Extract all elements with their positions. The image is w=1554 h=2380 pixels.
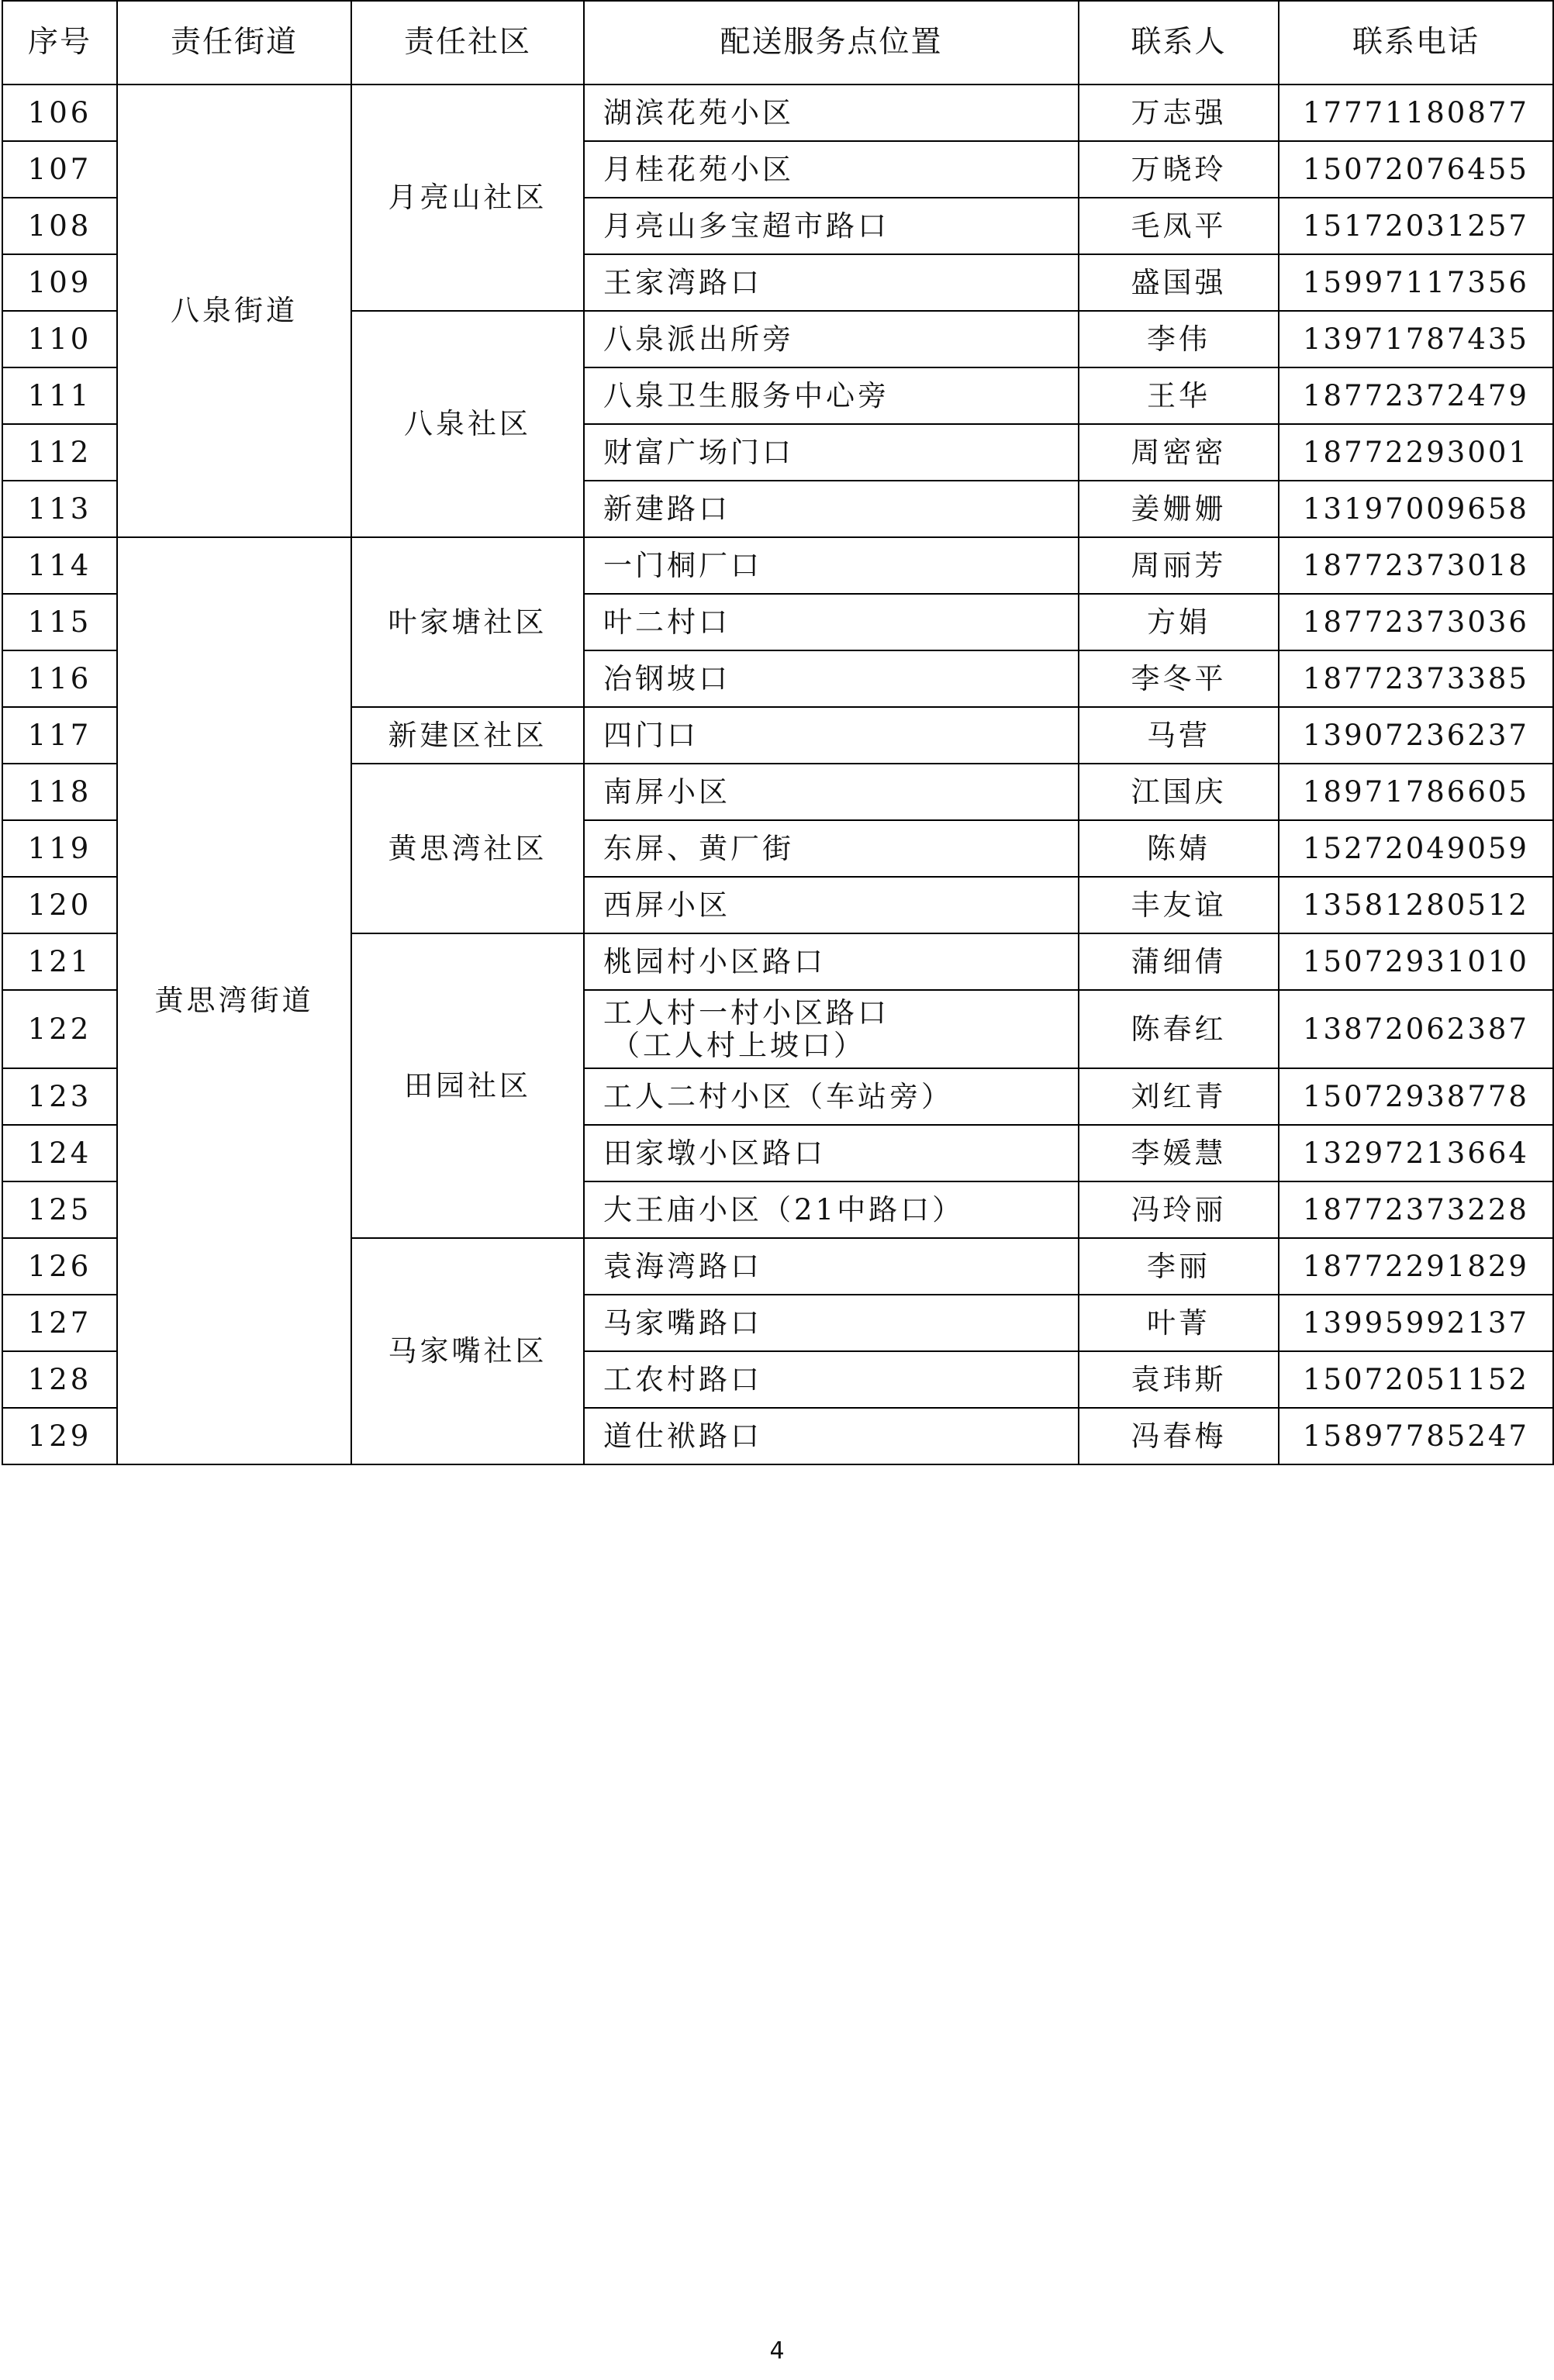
table-row: [2, 537, 1553, 594]
contact-cell: 袁玮斯: [1079, 1351, 1279, 1408]
header-phone: 联系电话: [1279, 1, 1553, 85]
serial-number: 117: [2, 707, 117, 764]
location-cell: 一门桐厂口: [584, 537, 1079, 594]
serial-number: 123: [2, 1068, 117, 1125]
header-street: 责任街道: [117, 1, 351, 85]
community-cell: 田园社区: [351, 933, 584, 1238]
phone-cell: 15272049059: [1279, 820, 1553, 877]
serial-number: 122: [2, 990, 117, 1068]
serial-number: 118: [2, 764, 117, 820]
location-cell: 工农村路口: [584, 1351, 1079, 1408]
contact-cell: 马营: [1079, 707, 1279, 764]
location-cell: 四门口: [584, 707, 1079, 764]
community-cell: 马家嘴社区: [351, 1238, 584, 1464]
contact-cell: 李冬平: [1079, 650, 1279, 707]
community-cell: 黄思湾社区: [351, 764, 584, 933]
phone-cell: 18772293001: [1279, 424, 1553, 481]
serial-number: 116: [2, 650, 117, 707]
serial-number: 126: [2, 1238, 117, 1295]
serial-number: 108: [2, 198, 117, 254]
location-line-2: （工人村上坡口）: [611, 1028, 865, 1062]
serial-number: 119: [2, 820, 117, 877]
location-cell: 东屏、黄厂街: [584, 820, 1079, 877]
phone-cell: 13197009658: [1279, 481, 1553, 537]
location-cell: 桃园村小区路口: [584, 933, 1079, 990]
serial-number: 120: [2, 877, 117, 933]
contact-cell: 陈春红: [1079, 990, 1279, 1068]
serial-number: 115: [2, 594, 117, 650]
contact-cell: 万志强: [1079, 85, 1279, 141]
serial-number: 124: [2, 1125, 117, 1181]
phone-cell: 15072076455: [1279, 141, 1553, 198]
delivery-point-table: [2, 0, 1554, 1465]
location-cell: 南屏小区: [584, 764, 1079, 820]
community-cell: 月亮山社区: [351, 85, 584, 311]
header-serial-number: 序号: [2, 1, 117, 85]
contact-cell: 方娟: [1079, 594, 1279, 650]
community-cell: 叶家塘社区: [351, 537, 584, 707]
location-cell: 冶钢坡口: [584, 650, 1079, 707]
location-cell: 八泉卫生服务中心旁: [584, 367, 1079, 424]
serial-number: 129: [2, 1408, 117, 1464]
location-cell: 湖滨花苑小区: [584, 85, 1079, 141]
street-cell: 黄思湾街道: [117, 537, 351, 1464]
table-header-row: [2, 1, 1553, 85]
serial-number: 121: [2, 933, 117, 990]
location-cell: [584, 990, 1079, 1068]
contact-cell: 李伟: [1079, 311, 1279, 367]
serial-number: 106: [2, 85, 117, 141]
street-cell: 八泉街道: [117, 85, 351, 537]
phone-cell: 18772373018: [1279, 537, 1553, 594]
phone-cell: 18772373228: [1279, 1181, 1553, 1238]
location-cell: 马家嘴路口: [584, 1295, 1079, 1351]
community-cell: 新建区社区: [351, 707, 584, 764]
contact-cell: 李丽: [1079, 1238, 1279, 1295]
location-line-1: 工人村一村小区路口: [603, 995, 889, 1030]
phone-cell: 13907236237: [1279, 707, 1553, 764]
contact-cell: 蒲细倩: [1079, 933, 1279, 990]
serial-number: 113: [2, 481, 117, 537]
phone-cell: 18772373385: [1279, 650, 1553, 707]
page-number: 4: [769, 2337, 785, 2364]
phone-cell: 15072931010: [1279, 933, 1553, 990]
contact-cell: 冯玲丽: [1079, 1181, 1279, 1238]
location-cell: 田家墩小区路口: [584, 1125, 1079, 1181]
table-row: [2, 85, 1553, 141]
phone-cell: 15997117356: [1279, 254, 1553, 311]
serial-number: 107: [2, 141, 117, 198]
header-location: 配送服务点位置: [584, 1, 1079, 85]
phone-cell: 17771180877: [1279, 85, 1553, 141]
contact-cell: 盛国强: [1079, 254, 1279, 311]
serial-number: 111: [2, 367, 117, 424]
contact-cell: 陈婧: [1079, 820, 1279, 877]
location-cell: 月亮山多宝超市路口: [584, 198, 1079, 254]
contact-cell: 刘红青: [1079, 1068, 1279, 1125]
phone-cell: 18772291829: [1279, 1238, 1553, 1295]
contact-cell: 毛凤平: [1079, 198, 1279, 254]
location-cell: 道仕袱路口: [584, 1408, 1079, 1464]
serial-number: 127: [2, 1295, 117, 1351]
serial-number: 125: [2, 1181, 117, 1238]
location-cell: 新建路口: [584, 481, 1079, 537]
serial-number: 110: [2, 311, 117, 367]
contact-cell: 周丽芳: [1079, 537, 1279, 594]
phone-cell: 13872062387: [1279, 990, 1553, 1068]
contact-cell: 丰友谊: [1079, 877, 1279, 933]
location-cell: 大王庙小区（21中路口）: [584, 1181, 1079, 1238]
phone-cell: 18772372479: [1279, 367, 1553, 424]
location-cell: 工人二村小区（车站旁）: [584, 1068, 1079, 1125]
phone-cell: 15897785247: [1279, 1408, 1553, 1464]
phone-cell: 13297213664: [1279, 1125, 1553, 1181]
location-cell: 王家湾路口: [584, 254, 1079, 311]
phone-cell: 13995992137: [1279, 1295, 1553, 1351]
phone-cell: 15072051152: [1279, 1351, 1553, 1408]
location-cell: 叶二村口: [584, 594, 1079, 650]
phone-cell: 13971787435: [1279, 311, 1553, 367]
phone-cell: 15172031257: [1279, 198, 1553, 254]
phone-cell: 18772373036: [1279, 594, 1553, 650]
phone-cell: 18971786605: [1279, 764, 1553, 820]
location-cell: 财富广场门口: [584, 424, 1079, 481]
phone-cell: 15072938778: [1279, 1068, 1553, 1125]
serial-number: 112: [2, 424, 117, 481]
serial-number: 109: [2, 254, 117, 311]
contact-cell: 江国庆: [1079, 764, 1279, 820]
community-cell: 八泉社区: [351, 311, 584, 537]
contact-cell: 王华: [1079, 367, 1279, 424]
contact-cell: 万晓玲: [1079, 141, 1279, 198]
contact-cell: 周密密: [1079, 424, 1279, 481]
contact-cell: 冯春梅: [1079, 1408, 1279, 1464]
serial-number: 128: [2, 1351, 117, 1408]
contact-cell: 李媛慧: [1079, 1125, 1279, 1181]
location-cell: 袁海湾路口: [584, 1238, 1079, 1295]
location-cell: 八泉派出所旁: [584, 311, 1079, 367]
contact-cell: 叶菁: [1079, 1295, 1279, 1351]
serial-number: 114: [2, 537, 117, 594]
contact-cell: 姜姗姗: [1079, 481, 1279, 537]
phone-cell: 13581280512: [1279, 877, 1553, 933]
location-cell: 西屏小区: [584, 877, 1079, 933]
header-community: 责任社区: [351, 1, 584, 85]
header-contact: 联系人: [1079, 1, 1279, 85]
location-cell: 月桂花苑小区: [584, 141, 1079, 198]
